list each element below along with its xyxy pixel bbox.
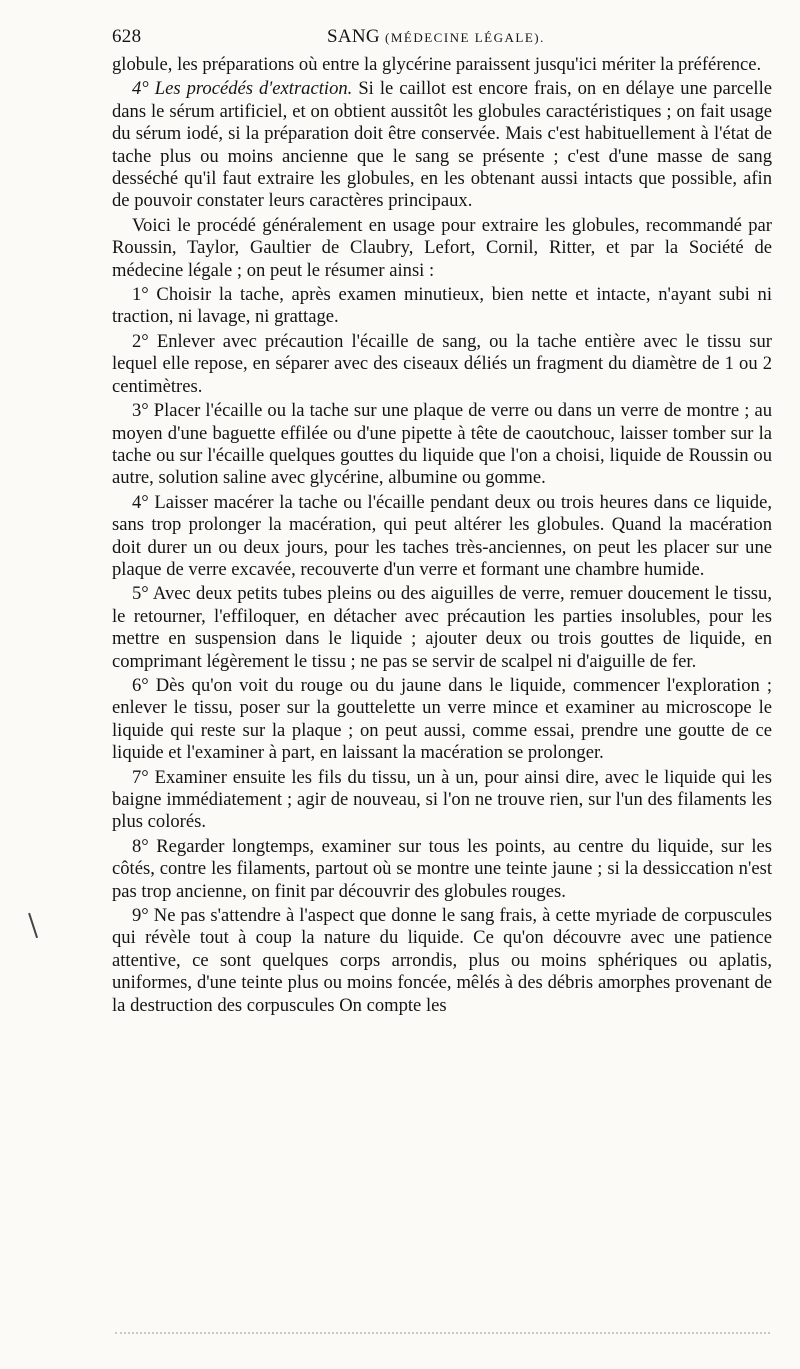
running-title-main: SANG (327, 26, 380, 47)
body-text (112, 54, 772, 1017)
list-item: 3° Placer l'écaille ou la tache sur une plaque de verre ou dans un verre de montre ; au moyen d'une baguette effilée ou d'une pipette à tête de caoutchouc, laisser tomber sur la tache ou sur l'écaille quelques gouttes du liquide que l'on a choisi, liquide de Roussin ou autre, solution saline avec glycérine, albumine ou gomme. (112, 400, 772, 489)
paragraph: Voici le procédé généralement en usage pour extraire les globules, recommandé par Roussin, Taylor, Gaultier de Claubry, Lefort, Cornil, Ritter, et par la Société de médecine légale ; on peut le résumer ainsi : (112, 214, 772, 281)
list-item: 6° Dès qu'on voit du rouge ou du jaune dans le liquide, commencer l'exploration ; enlever le tissu, poser sur la gouttelette un verre mince et examiner au microscope le liquide qui reste sur la plaque ; on peut aussi, comme essai, prendre une goutte de ce liquide et l'examiner à part, en laissant la macération se prolonger. (112, 674, 772, 764)
section-paragraph (112, 78, 772, 212)
running-header (112, 24, 772, 54)
list-item: 8° Regarder longtemps, examiner sur tous les points, au centre du liquide, sur les côtés, contre les filaments, partout où se montre une teinte jaune ; si la dessiccation n'est pas trop ancienne, on finit par découvrir des globules rouges. (112, 835, 772, 902)
list-item: 9° Ne pas s'attendre à l'aspect que donne le sang frais, à cette myriade de corpuscules qui révèle tout à coup la nature du liquide. Ce qu'on découvre avec une patience attentive, ce sont quelques corps arrondis, plus ou moins sphériques ou aplatis, uniformes, d'une teinte plus ou moins foncée, mêlés à des débris amorphes provenant de la destruction des corpuscules On compte les (112, 905, 772, 1016)
page (112, 24, 772, 1017)
bleed-through-rule (115, 1332, 770, 1336)
list-item: 2° Enlever avec précaution l'écaille de sang, ou la tache entière avec le tissu sur lequel elle repose, en séparer avec des ciseaux déliés un fragment du diamètre de 1 ou 2 centimètres. (112, 330, 772, 397)
paragraph-text: Si le caillot est encore frais, on en délaye une parcelle dans le sérum artificiel, et on obtient aussitôt les globules caractéristiques ; on fait usage du sérum iodé, si la préparation doit être conservée. Mais c'est habituellement à l'état de tache plus ou moins ancienne que le sang se présente ; c'est d'une masse de sang desséché qu'il faut extraire les globules, en les obtenant aussi intacts que possible, afin de pouvoir constater leurs caractères principaux. (112, 78, 772, 212)
running-subtitle: (MÉDECINE LÉGALE). (385, 30, 545, 45)
section-heading: 4° Les procédés d'extraction. (132, 78, 353, 100)
margin-mark (28, 912, 41, 938)
running-title (327, 26, 545, 48)
list-item: 7° Examiner ensuite les fils du tissu, un à un, pour ainsi dire, avec le liquide qui les baigne immédiatement ; agir de nouveau, si l'on ne trouve rien, sur l'un des filaments les plus colorés. (112, 766, 772, 833)
list-item: 5° Avec deux petits tubes pleins ou des aiguilles de verre, remuer doucement le tissu, le retourner, l'effiloquer, en détacher avec précaution les parties insolubles, pour les mettre en suspension dans le liquide ; ajouter deux ou trois gouttes de liquide, en comprimant légèrement le tissu ; ne pas se servir de scalpel ni d'aiguille de fer. (112, 583, 772, 672)
list-item: 4° Laisser macérer la tache ou l'écaille pendant deux ou trois heures dans ce liquide, sans trop prolonger la macération, qui peut altérer les globules. Quand la macération doit durer un ou deux jours, pour les taches très-anciennes, on peut les placer sur une plaque de verre excavée, recouverte d'un verre et formant une chambre humide. (112, 491, 772, 580)
page-number: 628 (112, 26, 142, 47)
list-item: 1° Choisir la tache, après examen minutieux, bien nette et intacte, n'ayant subi ni traction, ni lavage, ni grattage. (112, 284, 772, 328)
paragraph: globule, les préparations où entre la glycérine paraissent jusqu'ici mériter la préférence. (112, 54, 762, 75)
